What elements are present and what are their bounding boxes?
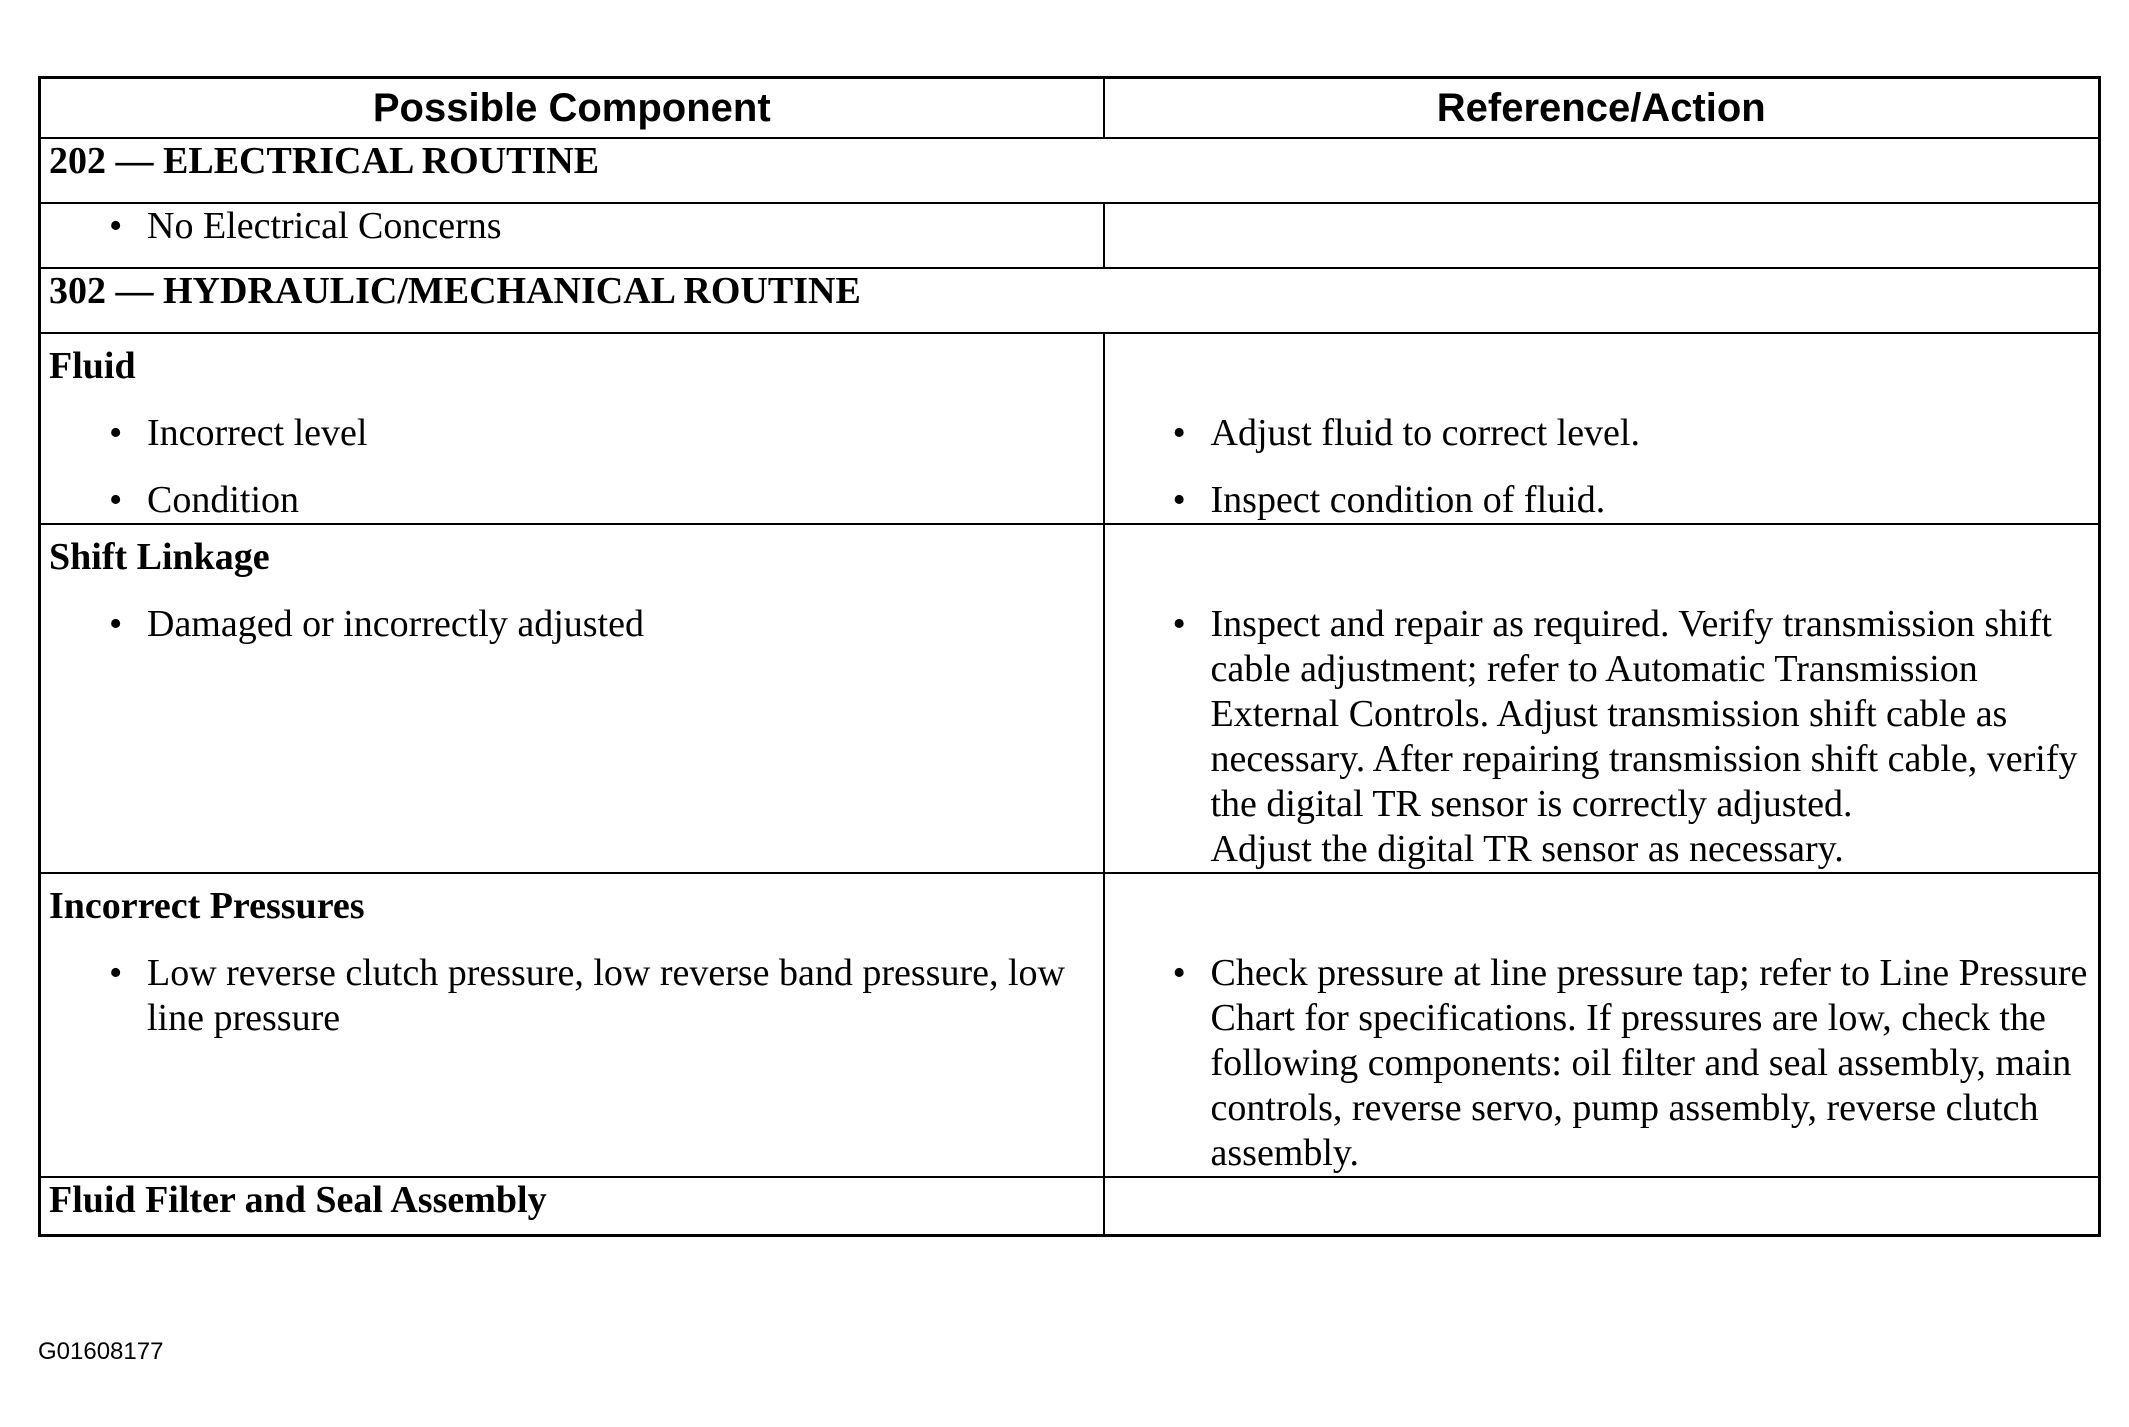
component-cell (40, 873, 1104, 1177)
category-title: Fluid Filter and Seal Assembly (49, 1179, 547, 1221)
action-cell (1104, 1177, 2100, 1236)
spacer (1113, 874, 2091, 929)
header-reference-action: Reference/Action (1104, 78, 2100, 139)
component-cell (40, 333, 1104, 524)
figure-id: G01608177 (38, 1338, 164, 1365)
bullet-item: • Low reverse clutch pressure, low reverse band pressure, low line pressure (49, 951, 1095, 1041)
component-cell (40, 203, 1104, 268)
component-cell (40, 524, 1104, 873)
bullet-item: • No Electrical Concerns (49, 204, 1095, 249)
component-cell (40, 1177, 1104, 1236)
bullet-item: • Check pressure at line pressure tap; refer to Line Pressure Chart for specifications. If pressures are low, check the following components: oil filter and seal assembly, main controls, reverse servo, pump assembly, reverse clutch assembly. (1113, 951, 2091, 1176)
category-title: Fluid (49, 345, 136, 387)
spacer (1113, 525, 2091, 580)
category-title: Shift Linkage (49, 536, 270, 578)
action-note: Adjust the digital TR sensor as necessary. (1210, 828, 1844, 870)
bullet-item: • Adjust fluid to correct level. (1113, 411, 2091, 456)
action-cell (1104, 524, 2100, 873)
section-row-hydraulic (40, 268, 2100, 333)
bullet-item: • Condition (49, 478, 1095, 523)
header-row (40, 78, 2100, 139)
action-cell (1104, 873, 2100, 1177)
bullet-item: • Inspect condition of fluid. (1113, 478, 2091, 523)
category-title: Incorrect Pressures (49, 885, 365, 927)
bullet-item: • Damaged or incorrectly adjusted (49, 602, 1095, 647)
table-row-incorrect-pressures (40, 873, 2100, 1177)
spacer (1113, 334, 2091, 389)
action-cell (1104, 333, 2100, 524)
section-title-electrical: 202 — ELECTRICAL ROUTINE (40, 138, 2100, 203)
action-cell (1104, 203, 2100, 268)
table-row-fluid (40, 333, 2100, 524)
bullet-item: • Incorrect level (49, 411, 1095, 456)
table-row-fluid-filter (40, 1177, 2100, 1236)
header-possible-component: Possible Component (40, 78, 1104, 139)
table-row (40, 203, 2100, 268)
section-row-electrical (40, 138, 2100, 203)
section-title-hydraulic: 302 — HYDRAULIC/MECHANICAL ROUTINE (40, 268, 2100, 333)
bullet-item: • Inspect and repair as required. Verify transmission shift cable adjustment; refer to Automatic Transmission External Controls. Adjust transmission shift cable as necessary. After repairing transmission shift cable, verify the digital TR sensor is correctly adjusted. (1113, 602, 2091, 827)
diagnostic-table (38, 76, 2101, 1237)
table-row-shift-linkage (40, 524, 2100, 873)
